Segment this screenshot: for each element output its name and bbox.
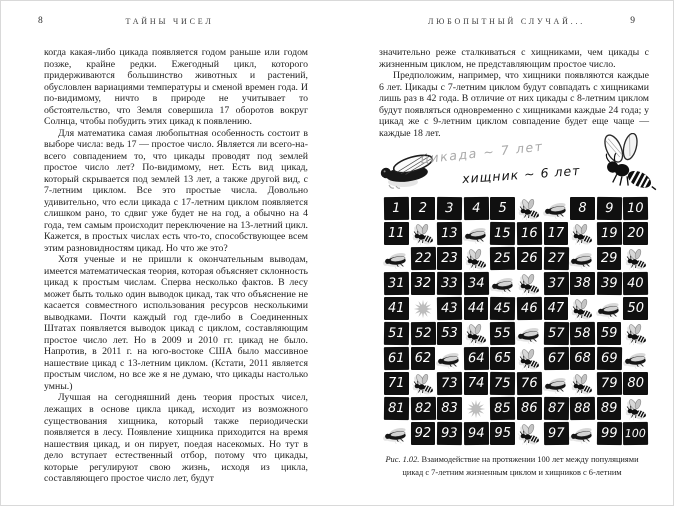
predator-icon-cell-12: [411, 222, 436, 245]
grid-cell-67: 67: [543, 347, 568, 370]
grid-cell-40: 40: [623, 272, 648, 295]
grid-cell-57: 57: [543, 322, 568, 345]
grid-cell-3: 3: [437, 197, 462, 220]
grid-cell-94: 94: [464, 422, 489, 445]
grid-cell-80: 80: [623, 372, 648, 395]
grid-cell-59: 59: [597, 322, 622, 345]
collision-icon-cell-42: [411, 297, 436, 320]
grid-cell-97: 97: [543, 422, 568, 445]
grid-cell-53: 53: [437, 322, 462, 345]
predator-icon-cell-48: [570, 297, 595, 320]
grid-cell-89: 89: [597, 397, 622, 420]
grid-cell-45: 45: [490, 297, 515, 320]
predator-icon-cell-90: [623, 397, 648, 420]
cicada-icon-cell-7: [544, 197, 569, 220]
grid-cell-93: 93: [437, 422, 462, 445]
grid-cell-85: 85: [490, 397, 515, 420]
grid-cell-55: 55: [490, 322, 515, 345]
predator-icon-cell-36: [517, 272, 542, 295]
cicada-icon-cell-49: [597, 297, 622, 320]
predator-icon-cell-24: [464, 247, 489, 270]
grid-cell-76: 76: [517, 372, 542, 395]
left-text-column: [44, 47, 308, 485]
grid-cell-15: 15: [490, 222, 515, 245]
grid-cell-75: 75: [490, 372, 515, 395]
grid-cell-88: 88: [570, 397, 595, 420]
cicada-icon-cell-21: [384, 247, 409, 270]
grid-cell-22: 22: [410, 247, 435, 270]
cicada-icon-cell-28: [570, 247, 595, 270]
page-left: [1, 1, 338, 506]
grid-cell-87: 87: [543, 397, 568, 420]
predator-icon-cell-6: [517, 197, 542, 220]
grid-cell-99: 99: [597, 422, 622, 445]
grid-cell-83: 83: [437, 397, 462, 420]
cicada-icon-cell-56: [517, 322, 542, 345]
predator-sketch-icon: [586, 133, 660, 197]
cicada-icon-cell-35: [490, 272, 515, 295]
left-page-paragraph-1: когда какая-либо цикада появляется годом раньше или годом позже, крайне редки. Ежегодный цикл, которого придерживаются большинство животных и растений, обусловлен вариациями температуры и сменой времен года. И по-видимому, ничто в природе не учитывает то обстоятельство, что Земля совершила 17 оборотов вокруг Солнца, чтобы побудить этих цикад к появлению.: [44, 47, 308, 128]
grid-cell-92: 92: [411, 422, 436, 445]
grid-cell-39: 39: [597, 272, 622, 295]
cicada-icon-cell-70: [623, 347, 648, 370]
grid-cell-4: 4: [464, 197, 489, 220]
cicada-cycle-label: цикада ~ 7 лет: [419, 138, 545, 167]
hundred-year-grid: [384, 197, 648, 445]
grid-cell-11: 11: [384, 222, 409, 245]
figure-caption-label: Рис. 1.02.: [385, 455, 420, 464]
grid-cell-2: 2: [411, 197, 436, 220]
grid-cell-26: 26: [517, 247, 542, 270]
right-page-paragraph-1: значительно реже сталкиваться с хищниками, чем цикады с жизненным циклом, не представляющим простое число.: [379, 47, 649, 70]
page-number-left: 8: [38, 16, 43, 26]
cicada-icon-cell-77: [544, 372, 569, 395]
cicada-icon-cell-98: [570, 422, 595, 445]
cicada-icon-cell-14: [464, 222, 489, 245]
grid-cell-65: 65: [490, 347, 515, 370]
grid-cell-33: 33: [437, 272, 462, 295]
grid-cell-68: 68: [570, 347, 595, 370]
grid-cell-69: 69: [597, 347, 622, 370]
grid-cell-52: 52: [410, 322, 435, 345]
figure-annotation: [374, 133, 664, 197]
grid-cell-9: 9: [597, 197, 622, 220]
predator-icon-cell-60: [623, 322, 648, 345]
collision-icon-cell-84: [464, 397, 489, 420]
cicada-icon-cell-63: [437, 347, 462, 370]
page-number-right: 9: [630, 16, 635, 26]
grid-cell-27: 27: [543, 247, 568, 270]
grid-cell-10: 10: [623, 197, 648, 220]
grid-cell-61: 61: [384, 347, 409, 370]
predator-icon-cell-30: [623, 247, 648, 270]
grid-cell-5: 5: [490, 197, 515, 220]
grid-cell-44: 44: [464, 297, 489, 320]
grid-cell-8: 8: [570, 197, 595, 220]
predator-icon-cell-78: [570, 372, 595, 395]
grid-cell-17: 17: [544, 222, 569, 245]
figure-caption-text: Взаимодействие на протяжении 100 лет между популяциями цикад с 7-летним жизненным циклом и хищников с 6-летним: [402, 455, 639, 477]
grid-cell-58: 58: [570, 322, 595, 345]
grid-cell-73: 73: [437, 372, 462, 395]
grid-cell-34: 34: [464, 272, 489, 295]
grid-cell-41: 41: [384, 297, 409, 320]
predator-icon-cell-54: [464, 322, 489, 345]
grid-cell-37: 37: [543, 272, 568, 295]
right-page-paragraph-2: Предположим, например, что хищники появляются каждые 6 лет. Цикады с 7-летним циклом будут совпадать с хищниками лишь раз в 42 года. В отличие от них цикады с 8-летним циклом будут появляться одновременно с хищниками каждые 24 года; у цикад же с 9-летним циклом совпадение будет еще чаще — каждые 18 лет.: [379, 70, 649, 139]
grid-cell-23: 23: [437, 247, 462, 270]
grid-cell-16: 16: [517, 222, 542, 245]
grid-cell-1: 1: [384, 197, 409, 220]
grid-cell-95: 95: [490, 422, 515, 445]
predator-icon-cell-72: [411, 372, 436, 395]
grid-cell-64: 64: [464, 347, 489, 370]
grid-cell-38: 38: [570, 272, 595, 295]
grid-cell-50: 50: [623, 297, 648, 320]
grid-cell-100: 100: [623, 422, 648, 445]
predator-icon-cell-96: [517, 422, 542, 445]
grid-cell-79: 79: [597, 372, 622, 395]
predator-icon-cell-18: [570, 222, 595, 245]
grid-cell-51: 51: [384, 322, 409, 345]
left-page-paragraph-3: Хотя ученые и не пришли к окончательным выводам, имеется математическая теория, которая объясняет склонность цикад к простым числам. Сперва несколько фактов. В лесу может быть только один выводок цикад, так что объяснение не касается совместного использования ресурсов несколькими выводками. Почти каждый год где-либо в Соединенных Штатах появляется выводок цикад с циклом, составляющим простое число лет. Но в 2009 и 2010 гг. цикад не было. Напротив, в 2011 г. на юго-востоке США было массивное нашествие цикад с 13-летним циклом. (Кстати, 2011 является простым числом, но все же я не думаю, что цикады настолько умны.): [44, 254, 308, 392]
grid-cell-31: 31: [384, 272, 409, 295]
left-page-paragraph-4: Лучшая на сегодняшний день теория простых чисел, лежащих в основе цикла цикад, исходит из возможного существования хищника, который также периодически появляется в лесу. Появление хищника приходится на время нашествия цикад, и он пирует, поедая насекомых. Но тут в дело вступает естественный отбор, потому что цикады, которые регулируют свою жизнь, исходя из цикла, составляющего простое число лет, будут: [44, 392, 308, 485]
right-text-column: [379, 47, 649, 139]
running-head-right: ЛЮБОПЫТНЫЙ СЛУЧАЙ...: [427, 17, 586, 26]
grid-cell-81: 81: [384, 397, 409, 420]
figure-caption: [376, 454, 648, 479]
predator-icon-cell-66: [517, 347, 542, 370]
grid-cell-86: 86: [517, 397, 542, 420]
left-page-paragraph-2: Для математика самая любопытная особенность состоит в выборе числа: ведь 17 — простое число. Является ли всего-на-всего совпадением то, что цикады проводят под землей простое число лет? По-видимому, нет. Есть вид цикад, который скрывается под землей 13 лет, а также другой вид, с 7-летним циклом. Все это простые числа. Довольно удивительно, что если цикада с 17-летним циклом появляется слишком рано, то сдвиг уже будет не на год, а обычно на 4 года, тем самым происходит переключение на 13-летний цикл. Кажется, в простых числах есть что-то, способствующее всем этим разновидностям цикад. Но что же это?: [44, 127, 308, 254]
grid-cell-47: 47: [544, 297, 569, 320]
predator-cycle-label: хищник ~ 6 лет: [461, 162, 581, 187]
grid-cell-25: 25: [490, 247, 515, 270]
grid-cell-46: 46: [517, 297, 542, 320]
grid-cell-62: 62: [411, 347, 436, 370]
grid-cell-13: 13: [437, 222, 462, 245]
grid-cell-71: 71: [384, 372, 409, 395]
grid-cell-43: 43: [437, 297, 462, 320]
cicada-icon-cell-91: [384, 422, 409, 445]
grid-cell-19: 19: [597, 222, 622, 245]
grid-cell-32: 32: [411, 272, 436, 295]
running-head-left: ТАЙНЫ ЧИСЕЛ: [125, 17, 214, 26]
page-right: [338, 1, 674, 506]
grid-cell-20: 20: [623, 222, 648, 245]
grid-cell-74: 74: [464, 372, 489, 395]
grid-cell-29: 29: [597, 247, 622, 270]
grid-cell-82: 82: [410, 397, 435, 420]
